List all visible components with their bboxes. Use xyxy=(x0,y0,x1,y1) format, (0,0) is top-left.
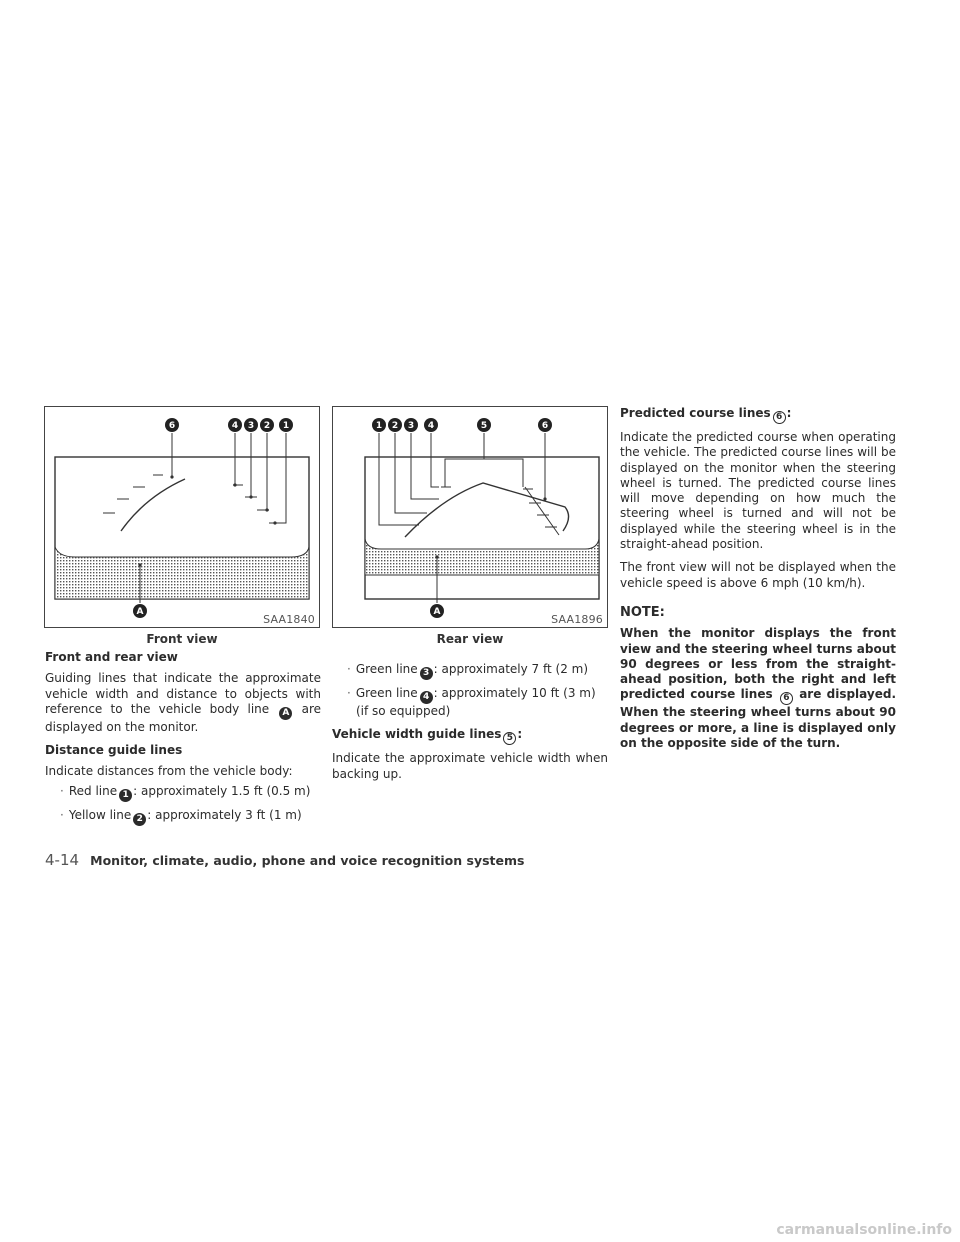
svg-text:1: 1 xyxy=(375,421,383,431)
svg-text:3: 3 xyxy=(407,421,415,431)
caption-rear-view: Rear view xyxy=(436,632,504,646)
bullet-yellow-line: · Yellow line 2 : approximately 3 ft (1 m) xyxy=(60,807,302,824)
page-number: 4-14 xyxy=(45,851,80,869)
distance-intro: Indicate distances from the vehicle body: xyxy=(45,764,293,779)
heading-distance-guide-lines: Distance guide lines xyxy=(45,743,183,758)
heading-front-rear-view: Front and rear view xyxy=(45,650,178,664)
section-title: Monitor, climate, audio, phone and voice recognition systems xyxy=(90,853,525,868)
watermark: carmanualsonline.info xyxy=(776,1222,952,1238)
rear-view-diagram xyxy=(333,407,607,627)
bullet-green-line-3: · Green line 3 : approximately 7 ft (2 m) xyxy=(347,662,589,678)
ref-1-icon: 1 xyxy=(119,789,132,802)
svg-text:3: 3 xyxy=(247,421,255,431)
column-3 xyxy=(620,406,896,759)
svg-text:5: 5 xyxy=(480,421,488,431)
predicted-course-text: Indicate the predicted course when operating the vehicle. The predicted course lines will be displayed on the monitor when the steering wheel is turned. The predicted course lines will move depending on how much the steering wheel is turned and will not be displayed while the steering wheel is in the straight-ahead position. xyxy=(620,430,896,552)
ref-6-icon: 6 xyxy=(780,692,793,705)
heading-predicted-course-lines: Predicted course lines 6 : xyxy=(620,406,792,422)
figure-id-rear: SAA1896 xyxy=(551,613,603,626)
column-1 xyxy=(45,650,321,832)
ref-2-icon: 2 xyxy=(133,813,146,826)
ref-4-icon: 4 xyxy=(420,691,433,704)
note-heading: NOTE: xyxy=(620,604,665,620)
svg-text:4: 4 xyxy=(231,421,239,431)
caption-front-view: Front view xyxy=(146,632,218,646)
bullet-red-line: · Red line 1 : approximately 1.5 ft (0.5 m) xyxy=(60,783,311,800)
svg-text:6: 6 xyxy=(541,421,549,431)
figure-id-front: SAA1840 xyxy=(263,613,315,626)
ref-a-icon: A xyxy=(279,707,292,720)
intro-paragraph: Guiding lines that indicate the approximate vehicle width and distance to objects with reference to the vehicle body line A are displayed on the monitor. xyxy=(45,671,321,734)
ref-6-icon: 6 xyxy=(773,411,786,424)
svg-text:A: A xyxy=(136,607,144,617)
svg-text:1: 1 xyxy=(282,421,290,431)
vehicle-width-text: Indicate the approximate vehicle width when backing up. xyxy=(332,751,608,781)
svg-text:2: 2 xyxy=(263,421,271,431)
front-view-speed-text: The front view will not be displayed when the vehicle speed is above 6 mph (10 km/h). xyxy=(620,560,896,590)
front-view-figure xyxy=(44,406,320,628)
bullet-green-line-4: · Green line 4 : approximately 10 ft (3 m) (if so equipped) xyxy=(347,686,596,718)
front-view-diagram xyxy=(45,407,319,627)
column-2 xyxy=(332,662,608,790)
svg-text:2: 2 xyxy=(391,421,399,431)
note-body: When the monitor displays the front view and the steering wheel turns about 90 degrees or less from the straight-ahead position, both the right and left predicted course lines 6 are displayed. When the steering wheel turns about 90 degrees or more, a line is displayed only on the opposite side of the turn. xyxy=(620,626,896,751)
ref-3-icon: 3 xyxy=(420,667,433,680)
rear-view-figure xyxy=(332,406,608,628)
svg-text:4: 4 xyxy=(427,421,435,431)
svg-text:A: A xyxy=(433,607,441,617)
heading-vehicle-width-guide-lines: Vehicle width guide lines 5 : xyxy=(332,727,523,744)
page-footer xyxy=(45,850,524,869)
ref-5-icon: 5 xyxy=(503,732,516,745)
svg-text:6: 6 xyxy=(168,421,176,431)
